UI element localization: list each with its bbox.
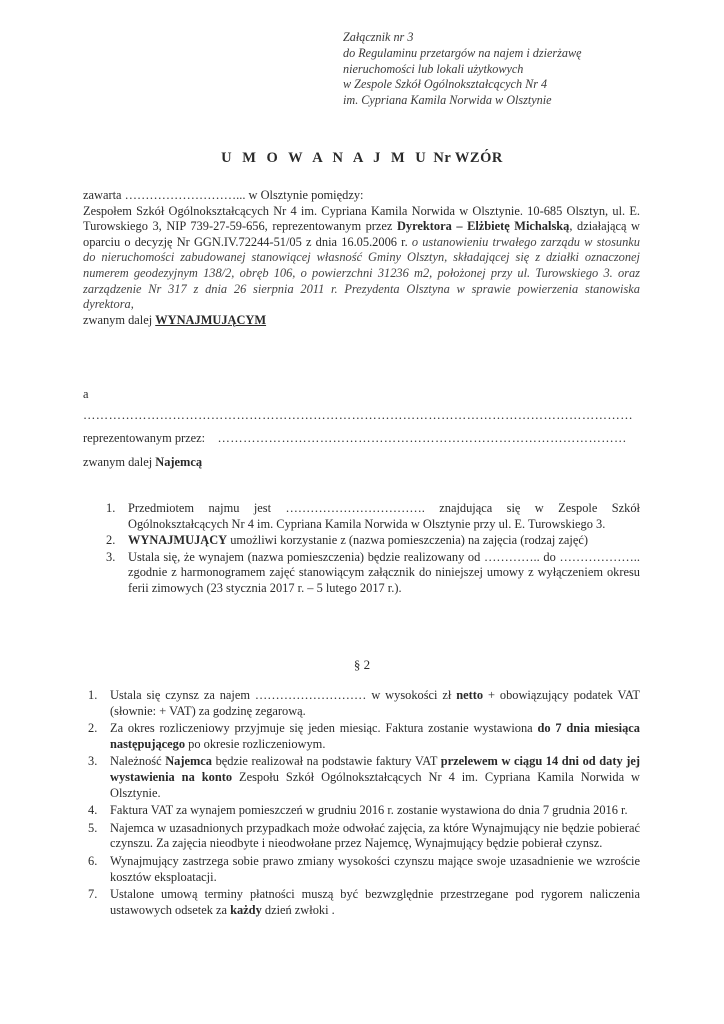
list-item [106, 533, 640, 549]
concluded-line: zawarta ………………………... w Olsztynie pomiędzy: [83, 188, 364, 202]
lessor-description [83, 204, 640, 313]
lessor-role: WYNAJMUJĄCYM [155, 312, 267, 327]
annex-line: im. Cypriana Kamila Norwida w Olsztynie [343, 93, 552, 108]
lessor-director: Dyrektora – Elżbietę Michalską [396, 219, 570, 234]
lessor-text: Zespołem Szkół Ogólnokształcących Nr 4 im. Cypriana Kamila Norwida w Olsztynie. 10-685 Olsztyn, ul. E. Turowskiego 3, NIP 739-27-59-656, reprezentowanym przez [83, 203, 640, 234]
and-connector: a [83, 387, 89, 401]
item-bold: przelewem w ciągu 14 dni od daty jej wystawienia na konto [110, 754, 640, 784]
title-main: U M O W A N A J M U [221, 150, 430, 166]
item-text: Ustala się czynsz za najem ……………………… w wysokości zł [110, 688, 457, 702]
item-number: 1. [106, 501, 116, 515]
item-bold: netto [456, 688, 484, 702]
representative-blank: …………………………………………………………………………………… [217, 431, 627, 445]
annex-header [343, 30, 703, 109]
role-prefix: zwanym dalej [83, 312, 156, 327]
title-number: Nr WZÓR [433, 150, 503, 166]
list-item [106, 501, 640, 532]
item-number: 6. [88, 853, 98, 868]
lessee-role-line [83, 455, 202, 471]
item-text: po okresie rozliczeniowym. [185, 736, 326, 751]
item-bold: WYNAJMUJĄCY [128, 533, 228, 548]
section-2-list [88, 688, 640, 920]
representative-line [83, 431, 643, 447]
list-item [88, 721, 640, 752]
item-text: Ustala się, że wynajem (nazwa pomieszczenia) będzie realizowany od ………….. do ……………….. zgodnie z harmonogramem zajęć stanowiącym załącznik do niniejszej umowy z wyłączeniem okresu ferii zimowych (23 stycznia 2017 r. – 5 lutego 2017 r.). [128, 549, 640, 595]
item-number: 1. [88, 688, 98, 702]
item-text: Należność [110, 754, 166, 769]
item-bold: każdy [230, 902, 262, 917]
lessee-name-blank: ………………………………………………………………………………………………………………… [83, 408, 633, 422]
list-item [106, 549, 640, 597]
item-number: 3. [106, 549, 116, 564]
item-number: 4. [88, 803, 98, 818]
section-1-list [106, 501, 640, 598]
item-number: 2. [106, 533, 116, 548]
list-item [88, 754, 640, 801]
section-2-heading: § 2 [353, 657, 371, 672]
item-number: 3. [88, 754, 98, 769]
document-title [0, 151, 724, 167]
lessee-role: Najemcą [155, 455, 203, 469]
item-number: 5. [88, 820, 98, 835]
item-text: Za okres rozliczeniowy przyjmuje się jeden miesiąc. Faktura zostanie wystawiona [110, 721, 538, 736]
item-bold: do 7 dnia miesiąca następującego [110, 721, 640, 751]
item-text: Faktura VAT za wynajem pomieszczeń w grudniu 2016 r. zostanie wystawiona do dnia 7 grudnia 2016 r. [110, 803, 628, 818]
item-text: Zespołu Szkół Ogólnokształcących Nr 4 im. Cypriana Kamila Norwida w Olsztynie. [110, 769, 640, 800]
item-text: umożliwi korzystanie z (nazwa pomieszczenia) na zajęcia (rodzaj zajęć) [227, 533, 588, 548]
annex-line: w Zespole Szkół Ogólnokształcących Nr 4 [343, 77, 548, 92]
annex-line: Załącznik nr 3 [343, 30, 414, 44]
parties-block [83, 188, 640, 328]
list-item [88, 887, 640, 918]
list-item [88, 688, 640, 719]
lessor-role-line [83, 313, 640, 329]
list-item [88, 853, 640, 885]
item-bold: Najemca [165, 754, 212, 769]
item-text: + obowiązujący podatek VAT (słownie: + VAT) za godzinę zegarową. [110, 688, 640, 718]
annex-line: do Regulaminu przetargów na najem i dzierżawę [343, 45, 582, 60]
list-item [88, 820, 640, 852]
item-number: 2. [88, 721, 98, 736]
list-item [88, 803, 640, 819]
representative-label: reprezentowanym przez: [83, 431, 206, 445]
annex-line: nieruchomości lub lokali użytkowych [343, 61, 524, 76]
item-text: Wynajmujący zastrzega sobie prawo zmiany wysokości czynszu mające swoje uzasadnienie we wzroście kosztów eksploatacji. [110, 853, 640, 884]
item-text: Przedmiotem najmu jest ……………………………. znajdująca się w Zespole Szkół Ogólnokształcących Nr 4 im. Cypriana Kamila Norwida w Olsztynie przy ul. E. Turowskiego 3. [128, 501, 640, 531]
item-text: będzie realizował na podstawie faktury VAT [211, 754, 441, 769]
lessor-decision: , działającą w oparciu o decyzję Nr GGN.IV.72244-51/05 z dnia 16.05.2006 r. [83, 219, 640, 249]
item-text: Najemca w uzasadnionych przypadkach może odwołać zajęcia, za które Wynajmujący nie będzie pobierać czynszu. Za zajęcia nieodbyte i nieodwołane przez Najemcę, Wynajmujący będzie pobierał czynsz. [110, 820, 640, 851]
item-text: dzień zwłoki . [261, 902, 335, 917]
lessor-legal-basis: o ustanowieniu trwałego zarządu w stosunku do nieruchomości zabudowanej stanowiącej własność Gminy Olsztyn, składającej się z działki oznaczonej numerem geodezyjnym 138/2, obręb 106, o powierzchni 31236 m2, położonej przy ul. Turowskiego 3. oraz zarządzenie Nr 317 z dnia 26 sierpnia 2011 r. Prezydenta Olsztyna w sprawie powierzenia stanowiska dyrektora, [83, 234, 640, 312]
item-text: Ustalone umową terminy płatności muszą być bezwzględnie przestrzegane pod rygorem naliczenia ustawowych odsetek za [110, 887, 640, 917]
item-number: 7. [88, 887, 98, 902]
role-prefix: zwanym dalej [83, 455, 156, 469]
